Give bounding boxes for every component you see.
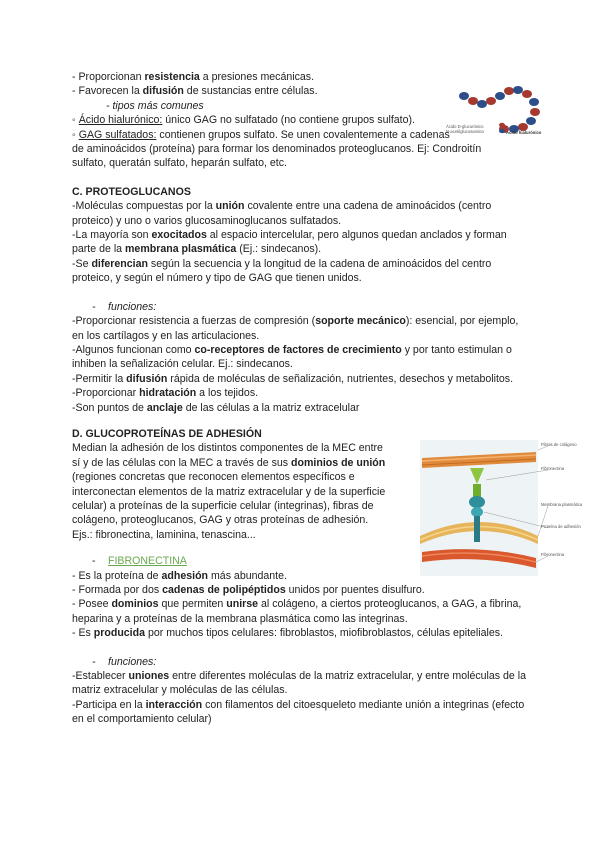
intro-line-3: ◦ Ácido hialurónico: único GAG no sulfatado (no contiene grupos sulfato). [72,114,415,127]
legend-red-swatch [499,123,505,127]
fig2-label-collagen: Fibras de colágeno [541,442,577,447]
fig2-label-membrane: Membrana plasmática [541,502,583,507]
fibro-line-3: - Posee dominios que permiten unirse al colágeno, a ciertos proteoglucanos, a GAG, a fibrina, heparina y a proteínas de la membrana plasmática como las integrinas. [72,598,522,625]
proteo-paragraph-1: -Moléculas compuestas por la unión covalente entre una cadena de aminoácidos (centro proteico) y uno o varios glucosaminoglucanos sulfatados. [72,200,492,227]
fibro-line-2: - Formada por dos cadenas de polipéptidos unidos por puentes disulfuro. [72,584,425,596]
fig2-label-fibronectin: Fibronectina [541,466,565,471]
glucoproteinas-heading: D. GLUCOPROTEÍNAS DE ADHESIÓN [72,427,262,440]
fig1-label-hyaluronic: Ácido hialurónico [506,130,542,135]
fibro-function-1: -Establecer uniones entre diferentes moléculas de la matriz extracelular, y entre moléculas de la matriz extracelular y moléculas de las células. [72,670,526,697]
intro-line-6: sulfato, queratán sulfato, heparán sulfato, etc. [72,157,287,170]
proteo-function-3: -Permitir la difusión rápida de moléculas de señalización, nutrientes, desechos y metabolitos. [72,372,514,385]
proteo-funciones-label: - funciones: [92,300,157,313]
proteo-function-2: -Algunos funcionan como co-receptores de factores de crecimiento y por tanto estimulan o inhiben la señalización celular. Ej.: sindecanos. [72,343,512,371]
fibro-function-2: -Participa en la interacción con filamentos del citoesqueleto mediante unión a integrinas (efecto en el comportamiento celular) [72,698,525,726]
fibro-funciones-label: - funciones: [92,655,157,668]
document-body [72,70,532,727]
proteo-function-1: -Proporcionar resistencia a fuerzas de compresión (soporte mecánico): esencial, por ejemplo, en los cartílagos y en las articulaciones. [72,315,519,342]
proteoglucanos-heading: C. PROTEOGLUCANOS [72,185,191,198]
intro-line-2: - Favorecen la difusión de sustancias entre células. [72,85,318,98]
proteo-paragraph-3: -Se diferencian según la secuencia y la longitud de la cadena de aminoácidos del centro proteico, y según el número y tipo de GAG que tienen unidos. [72,257,492,285]
intro-line-4: ◦ GAG sulfatados: contienen grupos sulfato. Se unen covalentemente a cadenas [72,128,450,141]
hyaluronic-acid-figure [440,80,540,138]
intro-line-1: - Proporcionan resistencia a presiones mecánicas. [72,71,315,83]
proteo-function-4: -Proporcionar hidratación a los tejidos. [72,387,259,400]
fibronectin-figure [420,440,583,576]
proteo-paragraph-2: -La mayoría son exocitados al espacio intercelular, pero algunos quedan anclados y forman parte de la membrana plasmática (Ej.: sindecanos). [72,229,507,256]
fig2-label-adhesion: Proteína de adhesión [541,524,581,529]
fibronectina-subheading: - FIBRONECTINA [92,555,187,568]
legend-blue-swatch [499,129,505,133]
tipos-subheading: - tipos más comunes [106,99,204,112]
gluco-examples: Ejs.: fibronectina, laminina, tenascina... [72,528,256,541]
fig1-label-acetylglucosamine: N-acetilglucosamina [446,129,484,134]
intro-line-5: de aminoácidos (proteína) para formar los denominados proteoglucanos. Ej: Condroitín [72,143,482,156]
gluco-paragraph-1: Median la adhesión de los distintos componentes de la MEC entre sí y de las células con la MEC a través de sus dominios de unión (regiones concretas que reconocen elementos específicos e interconectan elementos de la matriz extracelular y de la superficie celular) a proteínas de la superficie celular (integrinas), fibras de colágeno, proteoglucanos, GAG y otras proteínas de adhesión. [72,442,386,527]
fig1-label-glucuronic: Ácido D-glucurónico [446,124,484,129]
fig2-label-fibronectin-2: Fibronectina [541,552,565,557]
fibro-line-4: - Es producida por muchos tipos celulares: fibroblastos, miofibroblastos, células epiteliales. [72,627,504,640]
fibro-line-1: - Es la proteína de adhesión más abundante. [72,569,287,582]
proteo-function-5: -Son puntos de anclaje de las células a la matriz extracelular [72,401,360,414]
